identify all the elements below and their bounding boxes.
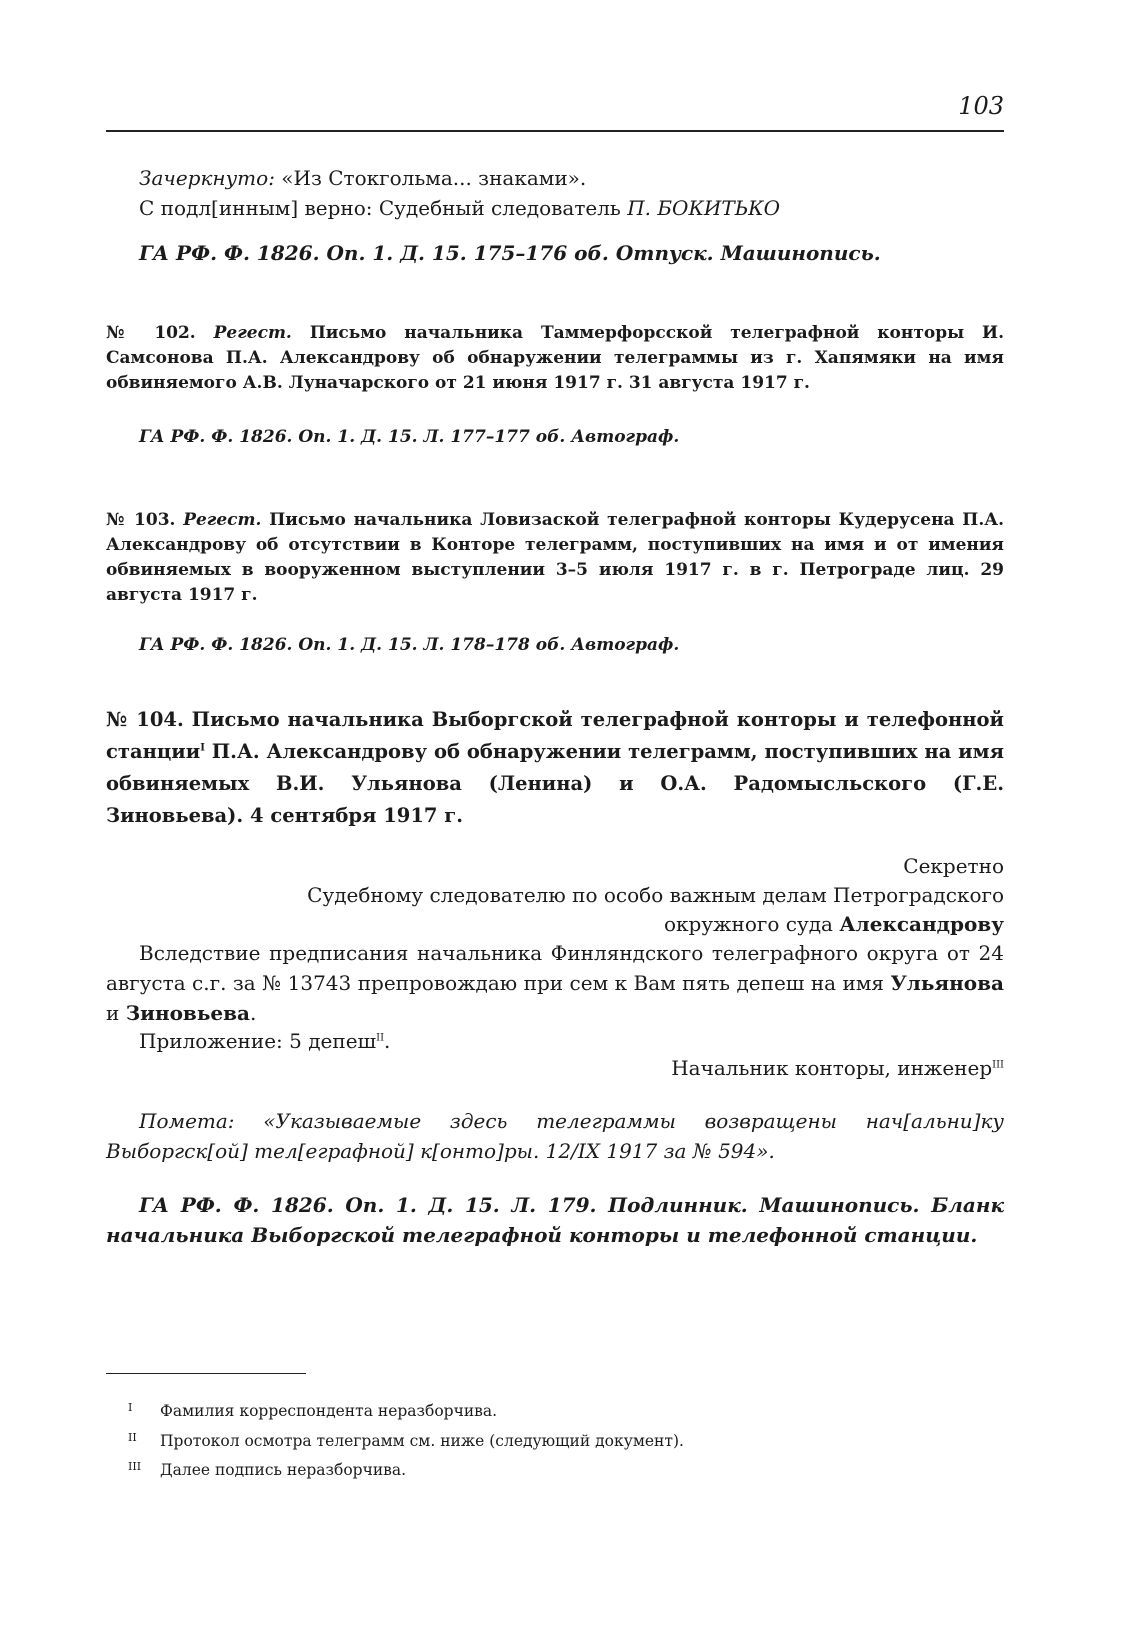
doc-103-number: № 103. [106,510,184,530]
footnote-text: Фамилия корреспондента неразборчива. [160,1402,498,1420]
archive-ref-102: ГА РФ. Ф. 1826. Оп. 1. Д. 15. Л. 177–177 об. Автограф. [139,427,680,447]
footnote-separator [106,1373,306,1374]
annotation-note: Помета: «Указываемые здесь телеграммы возвращены нач[альни]ку Выборгск[ой] тел[еграфной] к[онто]ры. 12/IX 1917 за № 594». [106,1109,1004,1163]
letter-body-text: Вследствие предписания начальника Финляндского телеграфного округа от 24 августа с.г. за № 13743 препровождаю при сем к Вам пять депеш на имя [106,941,1004,995]
footnote-mark: I [128,1401,133,1414]
header-rule [106,130,1004,132]
struck-label: Зачеркнуто: [139,166,275,190]
struck-note [106,163,1004,193]
footnote-2 [128,1431,1026,1451]
doc-103-heading [106,508,1004,608]
doc-104-title-part1: № 104. Письмо начальника Выборгской телеграфной конторы и телефонной станции [106,708,1004,763]
signature-text: Начальник конторы, инженер [671,1056,993,1080]
doc-102-number: № 102. [106,323,214,343]
letter-name-ulyanov: Ульянова [890,971,1004,995]
copy-prefix: С подл[инным] верно: Судебный следователь [139,196,628,220]
attachment-line: Приложение: 5 депеш$^{II}$. [139,1029,391,1053]
signature-line [106,1053,1004,1083]
secret-mark: Секретно [903,854,1004,878]
copy-certification [106,193,1004,223]
footnote-text: Протокол осмотра телеграмм см. ниже (следующий документ). [160,1432,684,1450]
doc-103-regest: Регест. [183,510,262,530]
archive-ref-103: ГА РФ. Ф. 1826. Оп. 1. Д. 15. Л. 178–178 об. Автограф. [139,635,680,655]
addressee-line-2 [106,909,1004,939]
letter-name-zinoviev: Зиновьева [125,1001,250,1025]
doc-102-text: Письмо начальника Таммерфорсской телеграфной конторы И. Самсонова П.А. Александрову об обнаружении телеграммы из г. Хапямяки на имя обвиняемого А.В. Луначарского от 21 июня 1917 г. 31 августа 1917 г. [106,323,1005,393]
addressee-name: Александрову [839,912,1004,936]
attachment-text: Приложение: 5 депеш [139,1029,377,1053]
footnote-mark: II [128,1431,137,1444]
footnote-ref-2: II [376,1032,385,1044]
copy-name: П. БОКИТЬКО [627,196,781,220]
letter-end: . [249,1001,257,1025]
footnote-text: Далее подпись неразборчива. [160,1461,407,1479]
doc-103-text: Письмо начальника Ловизаской телеграфной конторы Кудерусена П.А. Александрову об отсутствии в Конторе телеграмм, поступивших на имя и от имения обвиняемых в вооруженном выступлении 3–5 июля 1917 г. в г. Петрограде лиц. 29 августа 1917 г. [106,510,1005,605]
footnote-1 [128,1401,1026,1421]
archive-ref-104: ГА РФ. Ф. 1826. Оп. 1. Д. 15. Л. 179. Подлинник. Машинопись. Бланк начальника Выборгской телеграфной конторы и телефонной станции. [106,1193,1004,1247]
addressee-court: окружного суда [663,912,840,936]
page-number: 103 [958,92,1004,120]
doc-102-regest: Регест. [213,323,292,343]
doc-104-title-part2: П.А. Александрову об обнаружении телеграмм, поступивших на имя обвиняемых В.И. Ульянова (Ленина) и О.А. Радомысльского (Г.Е. Зиновьева). 4 сентября 1917 г. [106,740,1004,827]
doc-104-title [106,704,1004,832]
letter-and: и [106,1001,126,1025]
footnote-mark: III [128,1460,142,1473]
doc-102-heading [106,321,1004,396]
struck-text: «Из Стокгольма... знаками». [274,166,587,190]
addressee-line-1: Судебному следователю по особо важным делам Петроградского [307,883,1004,907]
letter-body [106,938,1004,1028]
archive-ref-101: ГА РФ. Ф. 1826. Оп. 1. Д. 15. 175–176 об. Отпуск. Машинопись. [139,241,881,265]
footnote-ref-3: III [992,1059,1004,1071]
footnote-3 [128,1460,1026,1480]
footnote-ref-1: I [200,742,205,754]
